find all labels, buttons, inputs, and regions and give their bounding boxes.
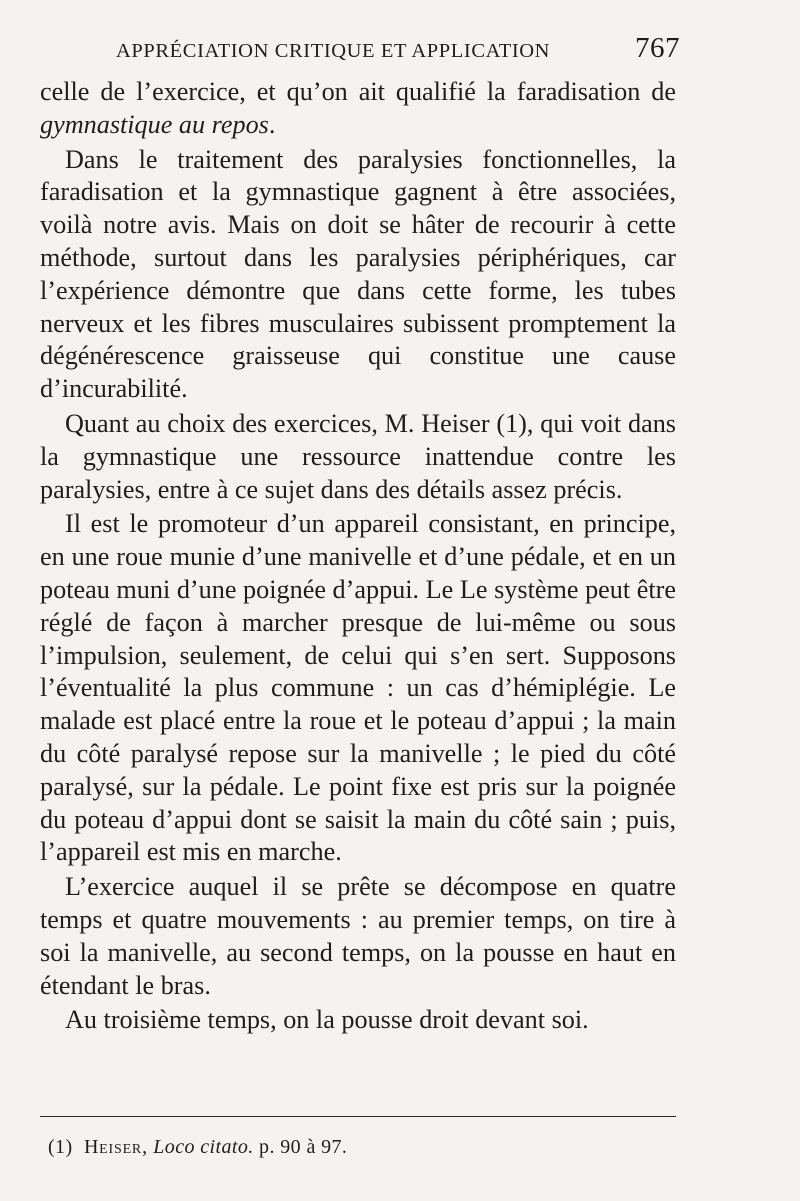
paragraph-6: Au troisième temps, on la pousse droit devant soi.	[65, 1005, 589, 1035]
footnote-divider	[40, 1116, 676, 1117]
footnote-author: Heiser,	[83, 1136, 148, 1158]
paragraph-5: L’exercice auquel il se prête se décompose en quatre temps et quatre mouvements : au premier temps, on tire à soi la manivelle, au second temps, on la pousse en haut en étendant le bras.	[40, 872, 676, 1000]
footnote-reference: Loco citato.	[153, 1136, 254, 1158]
body-text	[40, 76, 676, 1037]
paragraph-1-text: celle de l’exercice, et qu’on ait qualifié la faradisation de	[40, 77, 676, 106]
paragraph-4: Il est le promoteur d’un appareil consistant, en principe, en une roue munie d’une manivelle et d’une pédale, et en un poteau muni d’une poignée d’appui. Le Le système peut être réglé de façon à marcher presque de lui-même ou sous l’impulsion, seulement, de celui qui s’en sert. Supposons l’éventualité la plus commune : un cas d’hémiplégie. Le malade est placé entre la roue et le poteau d’appui ; la main du côté paralysé repose sur la manivelle ; le pied du côté paralysé, sur la pédale. Le point fixe est pris sur la poignée du poteau d’appui dont se saisit la main du côté sain ; puis, l’appareil est mis en marche.	[40, 509, 676, 867]
footnote-pages: p. 90 à 97.	[259, 1136, 348, 1158]
running-head: APPRÉCIATION CRITIQUE ET APPLICATION	[116, 40, 551, 62]
page-header	[40, 30, 680, 70]
page-number: 767	[635, 32, 680, 64]
paragraph-1-end: .	[268, 109, 276, 139]
paragraph-2: Dans le traitement des paralysies fonctionnelles, la faradisation et la gymnastique gagnent à être associées, voilà notre avis. Mais on doit se hâter de recourir à cette méthode, surtout dans les paralysies périphériques, car l’expérience démontre que dans cette forme, les tubes nerveux et les fibres musculaires subissent promptement la dégénérescence graisseuse qui constitue une cause d’incurabilité.	[40, 144, 676, 404]
paragraph-3: Quant au choix des exercices, M. Heiser (1), qui voit dans la gymnastique une ressource inattendue contre les paralysies, entre à ce sujet dans des détails assez précis.	[40, 408, 676, 504]
paragraph-1-emphasis: gymnastique au repos	[40, 109, 269, 139]
footnote-marker: (1)	[48, 1136, 73, 1158]
paragraph-1	[40, 76, 676, 142]
footnote	[48, 1136, 347, 1159]
